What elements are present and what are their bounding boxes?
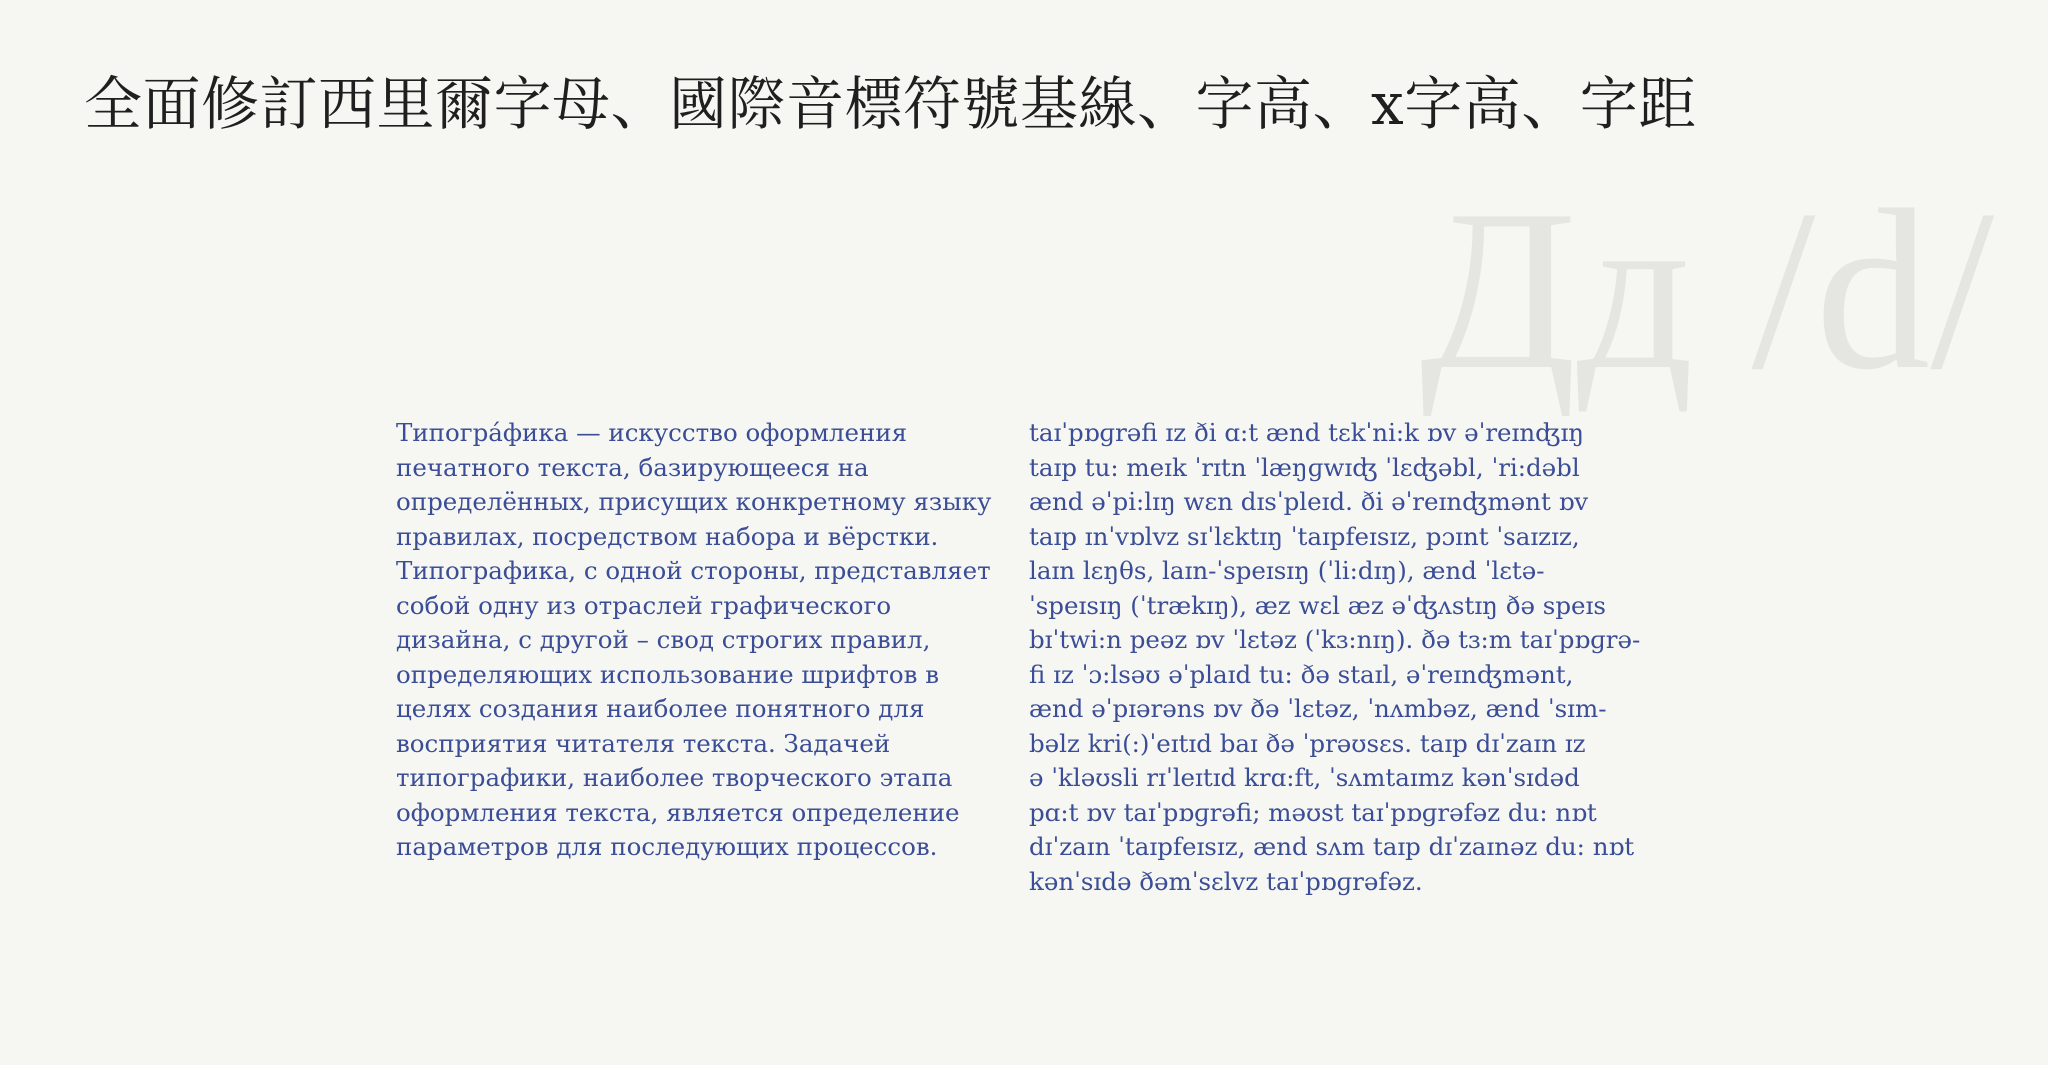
headline: 全面修訂西里爾字母、國際音標符號基線、字高、x字高、字距 bbox=[84, 70, 1697, 138]
glyph-specimen: Дд /d/ bbox=[1420, 162, 1995, 417]
russian-paragraph: Типогра́фика — искусство оформления печатного текста, базирующееся на определённых, присущих конкретному языку правилах, посредством набора и вёрстки. Типографика, с одной стороны, представляет собой одну из отраслей графического дизайна, с другой – свод строгих правил, определяющих использование шрифтов в целях создания наиболее понятного для восприятия читателя текста. Задачей типографики, наиболее творческого этапа оформления текста, является определение параметров для последующих процессов. bbox=[396, 418, 992, 861]
ipa-paragraph: taɪˈpɒɡrəfi ɪz ði ɑ:t ænd tɛkˈni:k ɒv əˈreɪnʤɪŋ taɪp tu: meɪk ˈrɪtn ˈlæŋɡwɪʤ ˈlɛʤəbl, ˈri:dəbl ænd əˈpi:lɪŋ wɛn dɪsˈpleɪd. ði əˈreɪnʤmənt ɒv taɪp ɪnˈvɒlvz sɪˈlɛktɪŋ ˈtaɪpfeɪsɪz, pɔɪnt ˈsaɪzɪz, laɪn lɛŋθs, laɪn-ˈspeɪsɪŋ (ˈli:dɪŋ), ænd ˈlɛtə- ˈspeɪsɪŋ (ˈtrækɪŋ), æz wɛl æz əˈʤʌstɪŋ ðə speɪs bɪˈtwi:n peəz ɒv ˈlɛtəz (ˈkɜ:nɪŋ). ðə tɜ:m taɪˈpɒɡrə- fi ɪz ˈɔ:lsəʊ əˈplaɪd tu: ðə staɪl, əˈreɪnʤmənt, ænd əˈpɪərəns ɒv ðə ˈlɛtəz, ˈnʌmbəz, ænd ˈsɪm- bəlz kri(:)ˈeɪtɪd baɪ ðə ˈprəʊsɛs. taɪp dɪˈzaɪn ɪz ə ˈkləʊsli rɪˈleɪtɪd krɑ:ft, ˈsʌmtaɪmz kənˈsɪdəd pɑ:t ɒv taɪˈpɒɡrəfi; məʊst taɪˈpɒɡrəfəz du: nɒt dɪˈzaɪn ˈtaɪpfeɪsɪz, ænd sʌm taɪp dɪˈzaɪnəz du: nɒt kənˈsɪdə ðəmˈsɛlvz taɪˈpɒɡrəfəz. bbox=[1029, 418, 1641, 896]
